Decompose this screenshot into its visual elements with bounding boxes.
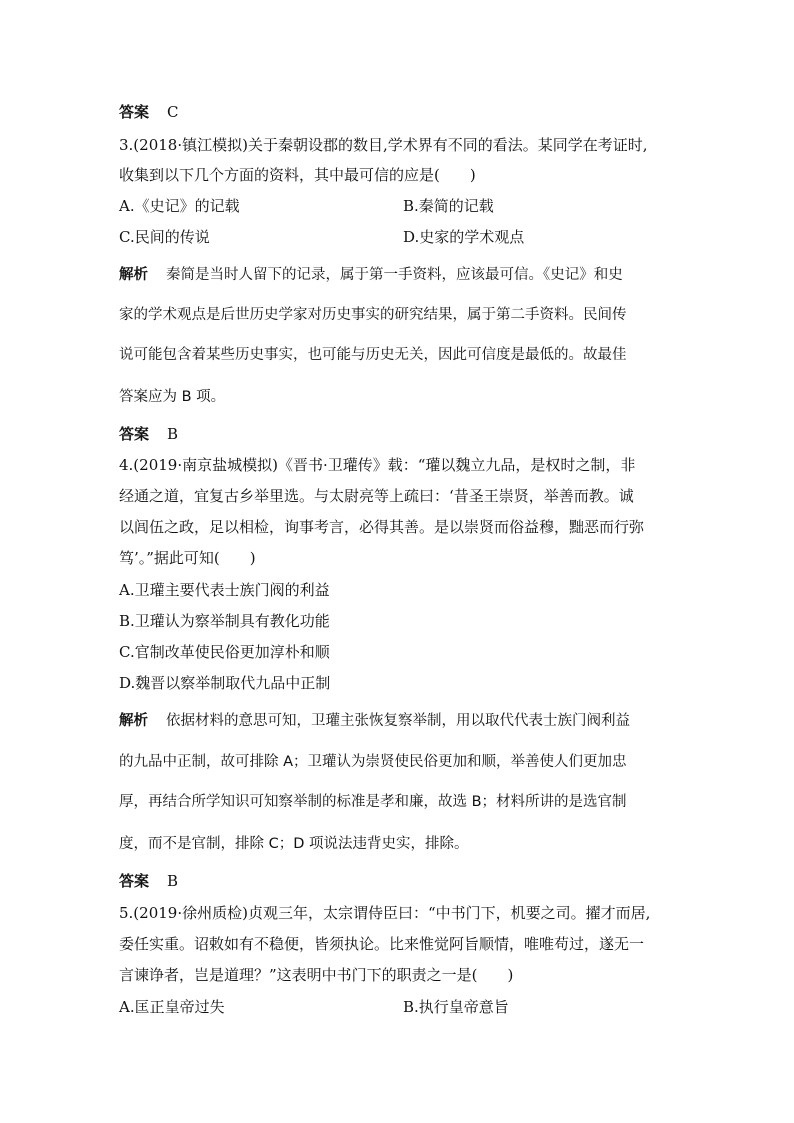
q3-explanation-line-1: 解析 秦简是当时人留下的记录，属于第一手资料，应该最可信。《史记》和史 [119, 267, 623, 283]
q5-option-a: A.匡正皇帝过失 [119, 998, 225, 1016]
q3-explanation-line-3: 说可能包含着某些历史事实，也可能与历史无关，因此可信度是最低的。故最佳 [119, 347, 627, 363]
q3-explanation-line-4: 答案应为 B 项。 [119, 389, 226, 405]
q4-answer [119, 871, 178, 891]
q3-option-d: D.史家的学术观点 [403, 228, 525, 246]
q5-option-b: B.执行皇帝意旨 [403, 998, 509, 1016]
q3-option-b: B.秦简的记载 [403, 197, 494, 215]
q4-explanation-line-4: 度，而不是官制，排除 C；D 项说法违背史实，排除。 [119, 836, 469, 852]
q5-stem-line-3: 言谏诤者，岂是道理？”这表明中书门下的职责之一是( ) [119, 966, 514, 984]
q3-explanation-line-2: 家的学术观点是后世历史学家对历史事实的研究结果，属于第二手资料。民间传 [119, 307, 627, 323]
q4-stem-line-4: 笃’。”据此可知( ) [119, 549, 256, 567]
q3-stem-line-1: 3.(2018·镇江模拟)关于秦朝设郡的数目,学术界有不同的看法。某同学在考证时, [119, 136, 648, 154]
q5-stem-line-2: 委任实重。诏敕如有不稳便，皆须执论。比来惟觉阿旨顺情，唯唯苟过，遂无一 [119, 935, 645, 953]
answer-label: 答案 [119, 103, 150, 121]
q4-stem-line-3: 以闾伍之政，足以相检，询事考言，必得其善。是以崇贤而俗益穆，黜恶而行弥 [119, 518, 645, 536]
q4-option-b: B.卫瓘认为察举制具有教化功能 [119, 612, 330, 630]
q5-stem-line-1: 5.(2019·徐州质检)贞观三年，太宗谓侍臣曰：“中书门下，机要之司。擢才而居, [119, 904, 651, 922]
q3-stem-line-2: 收集到以下几个方面的资料，其中最可信的应是( ) [119, 166, 476, 184]
answer-prev [119, 102, 179, 122]
explanation-label: 解析 [119, 267, 148, 283]
q4-stem-line-1: 4.(2019·南京盐城模拟)《晋书·卫瓘传》载：“瓘以魏立九品，是权时之制，非 [119, 456, 636, 474]
q4-explanation-line-3: 厚，再结合所学知识可知察举制的标准是孝和廉，故选 B；材料所讲的是选官制 [119, 794, 627, 810]
answer-label: 答案 [119, 872, 150, 890]
answer-value: C [167, 103, 179, 121]
answer-label: 答案 [119, 425, 150, 443]
q3-option-a: A.《史记》的记载 [119, 197, 240, 215]
q4-option-a: A.卫瓘主要代表士族门阀的利益 [119, 581, 330, 599]
q4-explanation-line-1: 解析 依据材料的意思可知，卫瓘主张恢复察举制，用以取代代表士族门阀利益 [119, 713, 630, 729]
q4-explanation-line-2: 的九品中正制，故可排除 A；卫瓘认为崇贤使民俗更加和顺，举善使人们更加忠 [119, 754, 627, 770]
answer-value: B [167, 872, 179, 890]
q3-option-c: C.民间的传说 [119, 228, 210, 246]
q4-stem-line-2: 经通之道，宜复古乡举里选。与太尉亮等上疏曰：‘昔圣王崇贤，举善而教。诚 [119, 487, 634, 505]
explanation-label: 解析 [119, 713, 148, 729]
answer-value: B [167, 425, 179, 443]
q3-answer [119, 424, 178, 444]
q4-option-c: C.官制改革使民俗更加淳朴和顺 [119, 643, 330, 661]
q4-option-d: D.魏晋以察举制取代九品中正制 [119, 674, 331, 692]
